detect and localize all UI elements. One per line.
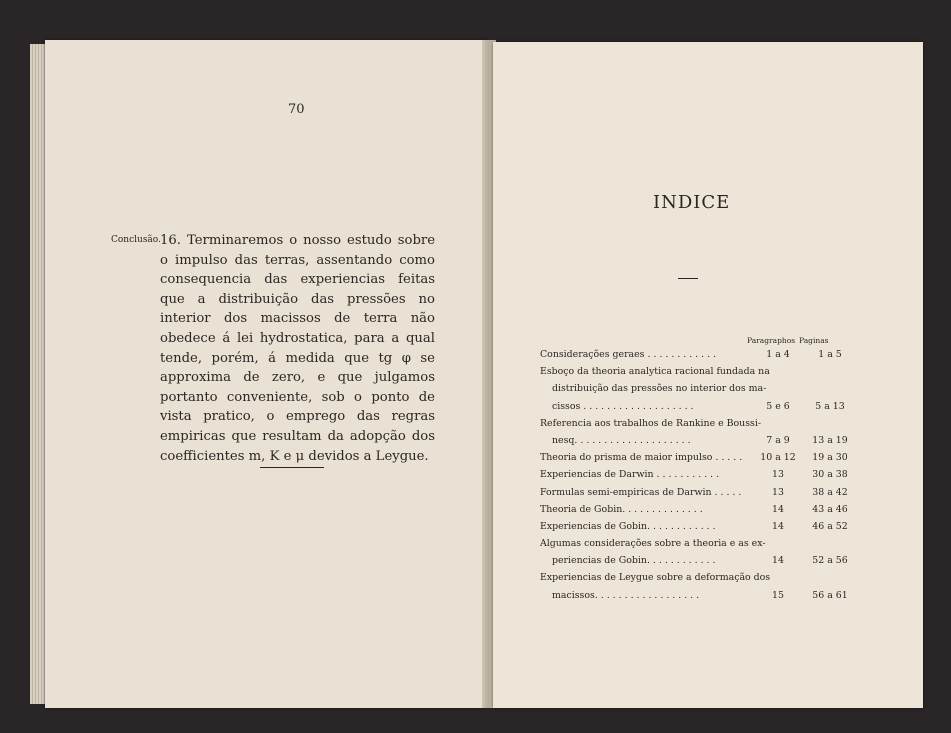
page-number: 70: [288, 102, 305, 117]
index-entry-text: macissos. . . . . . . . . . . . . . . . . .: [552, 589, 700, 601]
index-entry-paragraphs: 13: [772, 486, 784, 498]
index-entry-text: nesq. . . . . . . . . . . . . . . . . . . .: [552, 434, 691, 446]
index-entry-paragraphs: 1 a 4: [766, 349, 790, 360]
title-rule: [678, 278, 698, 279]
index-entry: [540, 449, 848, 466]
index-entry-text: Theoria de Gobin. . . . . . . . . . . . . .: [540, 503, 703, 515]
index-entry-pages: 56 a 61: [812, 589, 848, 601]
index-entry-pages: 52 a 56: [812, 555, 848, 567]
index-entry: [540, 466, 848, 483]
index-entry-text: Theoria do prisma de maior impulso . . . . .: [540, 452, 743, 464]
index-entry-paragraphs: 14: [772, 503, 784, 515]
index-entry-text: cissos . . . . . . . . . . . . . . . . . . .: [552, 400, 694, 412]
index-entry: [540, 415, 848, 449]
index-entry: [540, 535, 848, 569]
index-entry-paragraphs: 13: [772, 469, 784, 481]
index-entry-text: Esboço da theoria analytica racional fundada na: [540, 366, 770, 378]
index-entry: [540, 484, 848, 501]
index-entry-pages: 19 a 30: [812, 452, 848, 464]
left-page: [45, 40, 487, 708]
index-entry-text: distribuição das pressões no interior dos ma-: [552, 383, 767, 395]
index-title: INDICE: [653, 192, 731, 213]
index-entry: [540, 346, 840, 363]
index-entry: [540, 501, 848, 518]
right-page: [493, 42, 923, 708]
index-entry-paragraphs: 10 a 12: [760, 452, 796, 464]
index-entry-text: Considerações geraes . . . . . . . . . . . .: [540, 349, 717, 360]
index-entry-pages: 38 a 42: [812, 486, 848, 498]
index-entry-text: Experiencias de Leygue sobre a deformação dos: [540, 572, 771, 584]
index-entry-paragraphs: 14: [772, 555, 784, 567]
index-entry-text: Experiencias de Darwin . . . . . . . . . . .: [540, 469, 720, 481]
index-entry-text: Referencia aos trabalhos de Rankine e Boussi-: [540, 417, 761, 429]
index-list: [540, 346, 848, 604]
margin-note: Conclusão.: [111, 235, 161, 245]
index-entry-text: periencias de Gobin. . . . . . . . . . . .: [552, 555, 716, 567]
index-entry-text: Formulas semi-empiricas de Darwin . . . . .: [540, 486, 742, 498]
index-entry: [540, 363, 845, 415]
index-entry: [540, 569, 848, 603]
index-entry-pages: 1 a 5: [818, 349, 842, 360]
index-entry-pages: 30 a 38: [812, 469, 848, 481]
column-header-paragraphs: Paragraphos: [747, 336, 796, 345]
column-header-pages: Paginas: [799, 336, 829, 345]
index-entry-text: Algumas considerações sobre a theoria e as ex-: [540, 538, 766, 550]
index-entry-paragraphs: 15: [772, 589, 784, 601]
index-entry-pages: 13 a 19: [812, 434, 848, 446]
conclusion-paragraph: 16. Terminaremos o nosso estudo sobre o impulso das terras, assentando como consequencia das experiencias feitas que a distribuição das pressões no interior dos macissos de terra não obedece á lei hydrostatica, para a qual tende, porém, á medida que tg φ se approxima de zero, e que julgamos portanto conveniente, sob o ponto de vista pratico, o emprego das regras empiricas que resultam da adopção dos coefficientes m, K e μ devidos a Leygue.: [160, 233, 435, 464]
index-entry-paragraphs: 14: [772, 520, 784, 532]
index-entry: [540, 518, 848, 535]
index-entry-pages: 43 a 46: [812, 503, 848, 515]
index-entry-text: Experiencias de Gobin. . . . . . . . . . . .: [540, 520, 716, 532]
index-entry-pages: 5 a 13: [815, 400, 845, 412]
index-entry-paragraphs: 7 a 9: [766, 434, 790, 446]
section-rule: [260, 467, 324, 468]
index-entry-pages: 46 a 52: [812, 520, 848, 532]
index-entry-paragraphs: 5 e 6: [766, 400, 790, 412]
